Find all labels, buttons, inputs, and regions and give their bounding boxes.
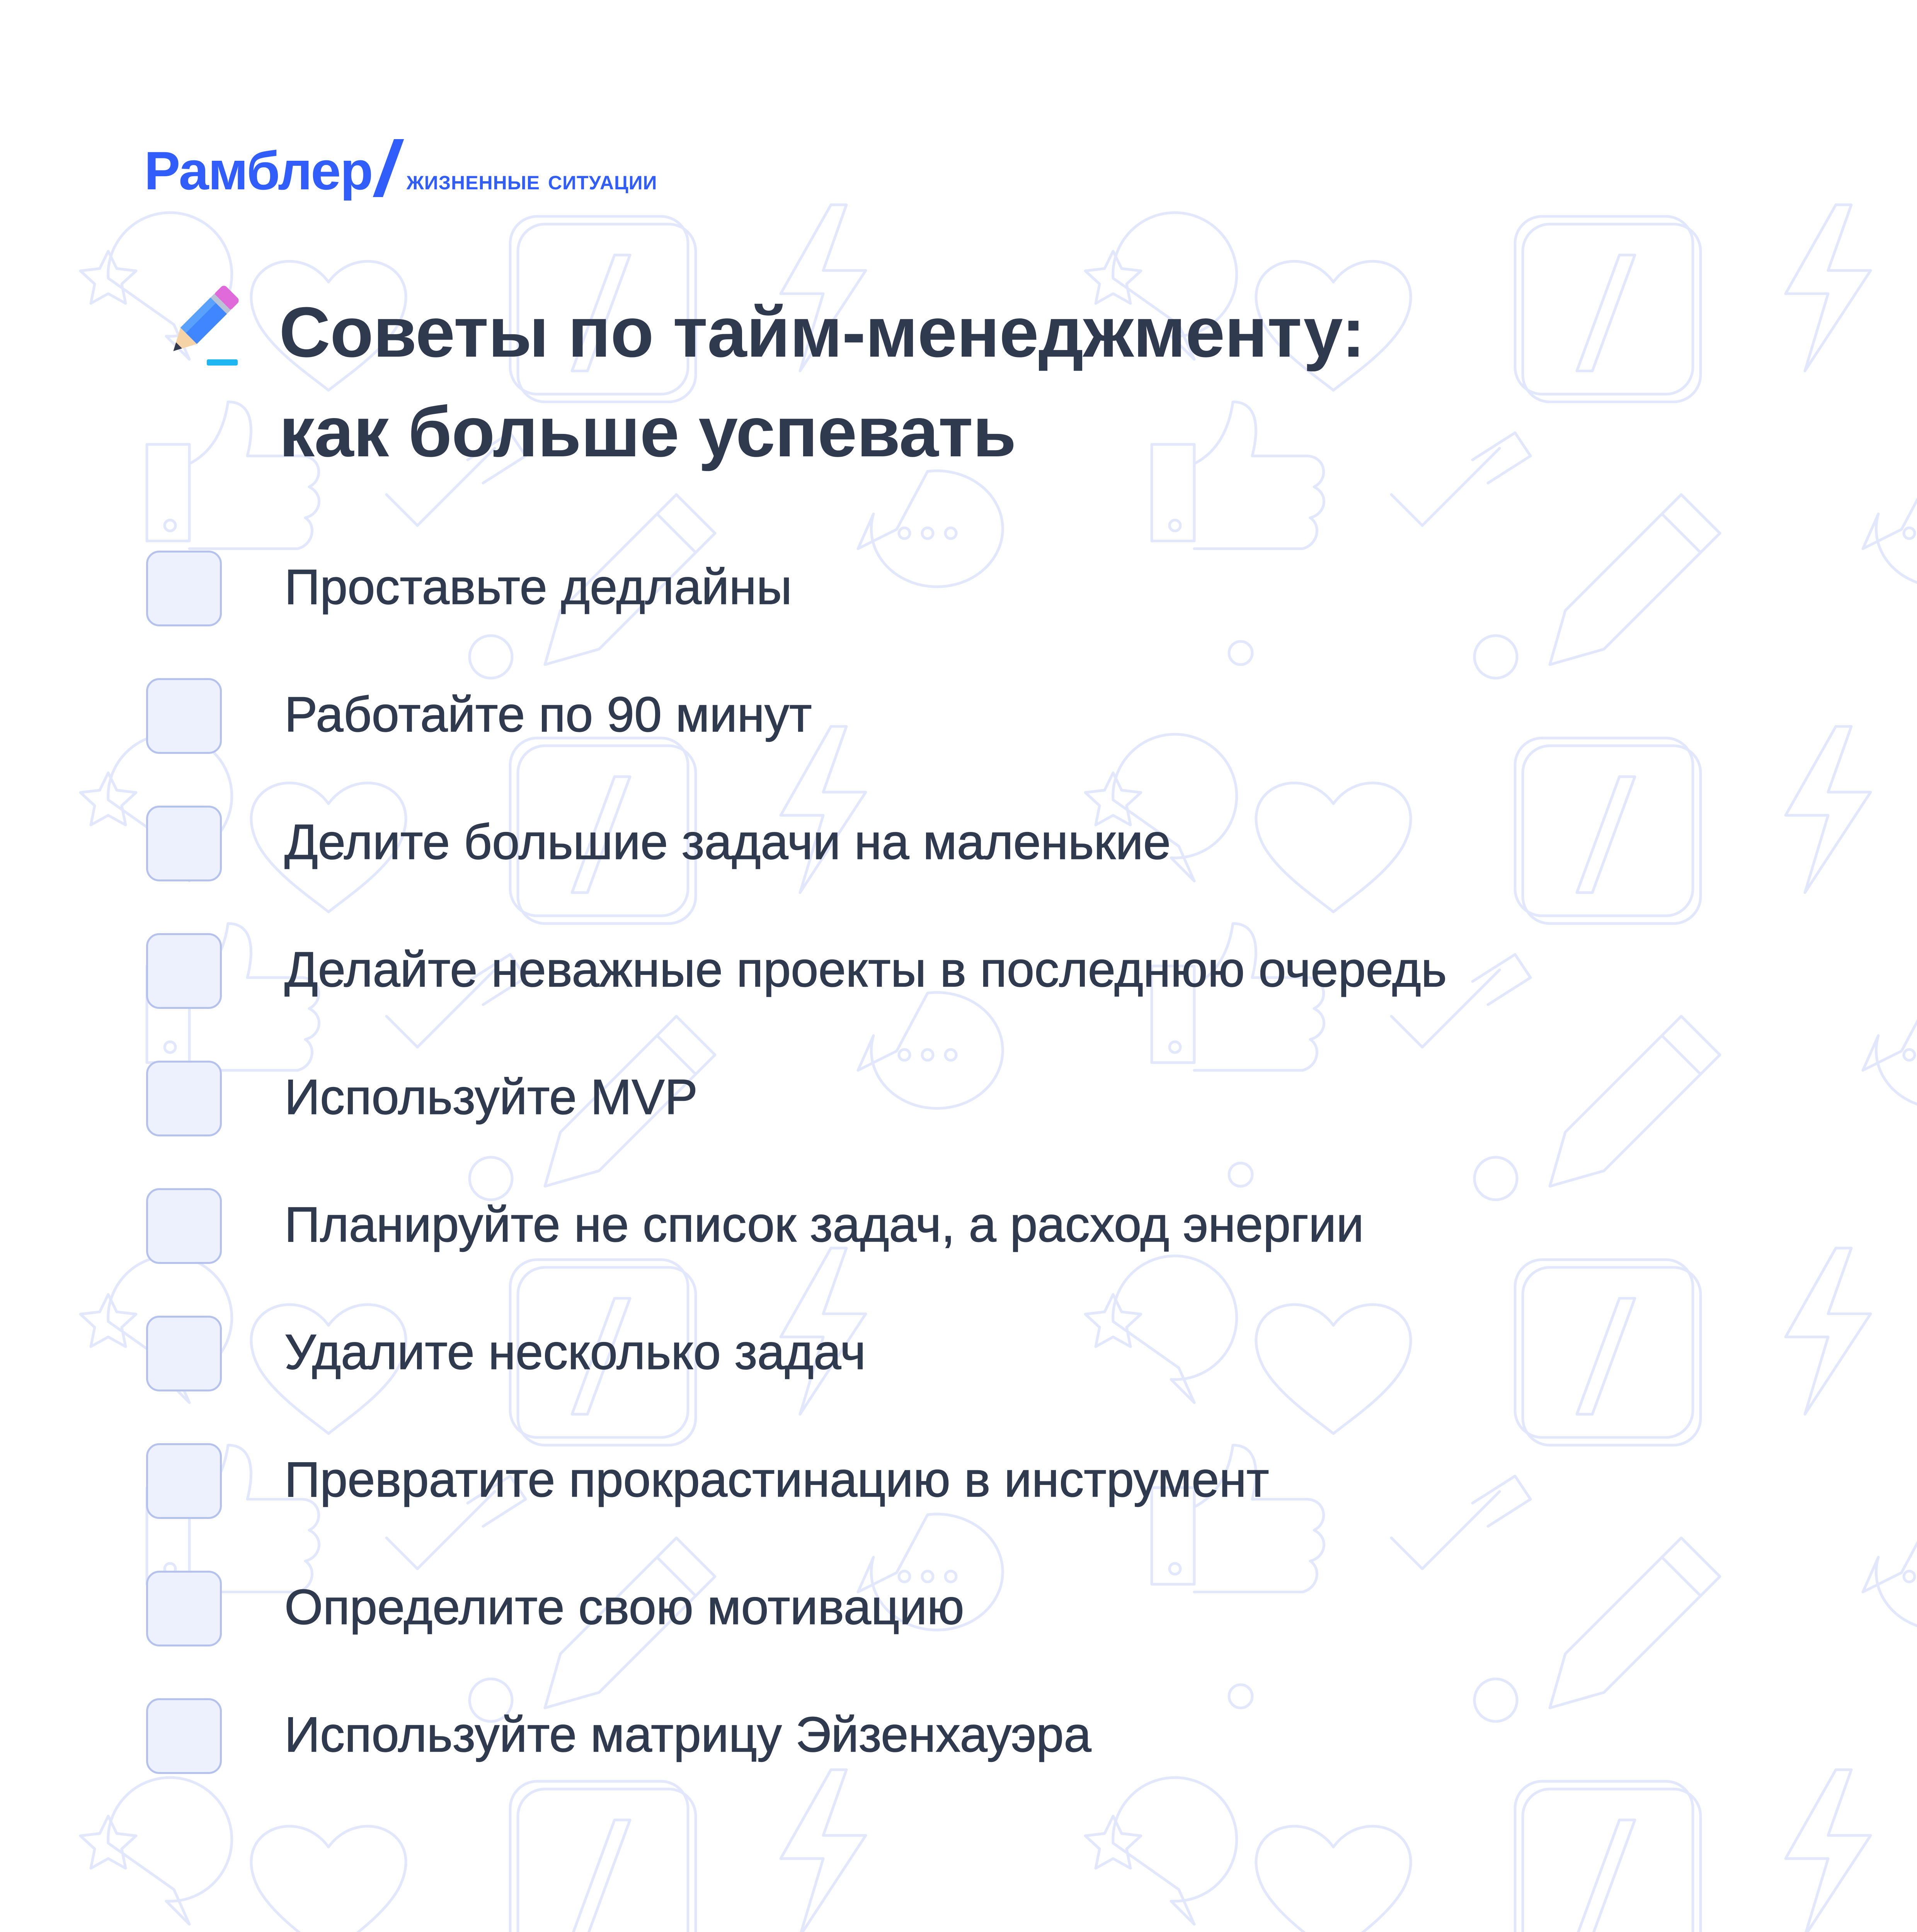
checklist-item-label: Используйте матрицу Эйзенхауэра [284,1707,1091,1762]
checkbox[interactable] [146,806,222,881]
checklist-item [146,806,1808,933]
tips-checklist [146,551,1808,1826]
pencil-icon [149,280,242,373]
page-title-line-1: Советы по тайм-менеджменту: [279,292,1365,372]
brand-tagline: жизненные ситуации [406,165,657,196]
page-title-line-2: как больше успевать [279,392,1016,471]
checkbox[interactable] [146,551,222,626]
checklist-item-label: Планируйте не список задач, а расход энергии [284,1197,1364,1252]
checklist-item-label: Используйте MVP [284,1070,698,1125]
checklist-item [146,1571,1808,1698]
checklist-item [146,933,1808,1061]
checklist-item-label: Проставьте дедлайны [284,560,792,615]
checklist-item-label: Работайте по 90 минут [284,687,812,742]
checklist-item [146,551,1808,678]
checkbox[interactable] [146,1188,222,1264]
checkbox[interactable] [146,1061,222,1136]
checklist-item [146,1443,1808,1571]
checkbox[interactable] [146,1316,222,1391]
checklist-item-label: Определите свою мотивацию [284,1580,964,1635]
checkbox[interactable] [146,678,222,754]
checklist-item [146,1061,1808,1188]
brand-logo: Рамблер [144,140,373,201]
checklist-item [146,1188,1808,1316]
checklist-item-label: Превратите прокрастинацию в инструмент [284,1452,1269,1507]
checkbox[interactable] [146,1698,222,1774]
checklist-item [146,678,1808,806]
checklist-item-label: Делите большие задачи на маленькие [284,815,1171,870]
brand-slash-icon [373,139,404,197]
brand-header [144,131,657,202]
checklist-item [146,1698,1808,1826]
checkbox[interactable] [146,1443,222,1519]
checklist-item-label: Удалите несколько задач [284,1325,866,1380]
page-title [279,282,1786,481]
checkbox[interactable] [146,933,222,1009]
checklist-item-label: Делайте неважные проекты в последнюю очередь [284,942,1447,997]
checkbox[interactable] [146,1571,222,1646]
checklist-item [146,1316,1808,1443]
